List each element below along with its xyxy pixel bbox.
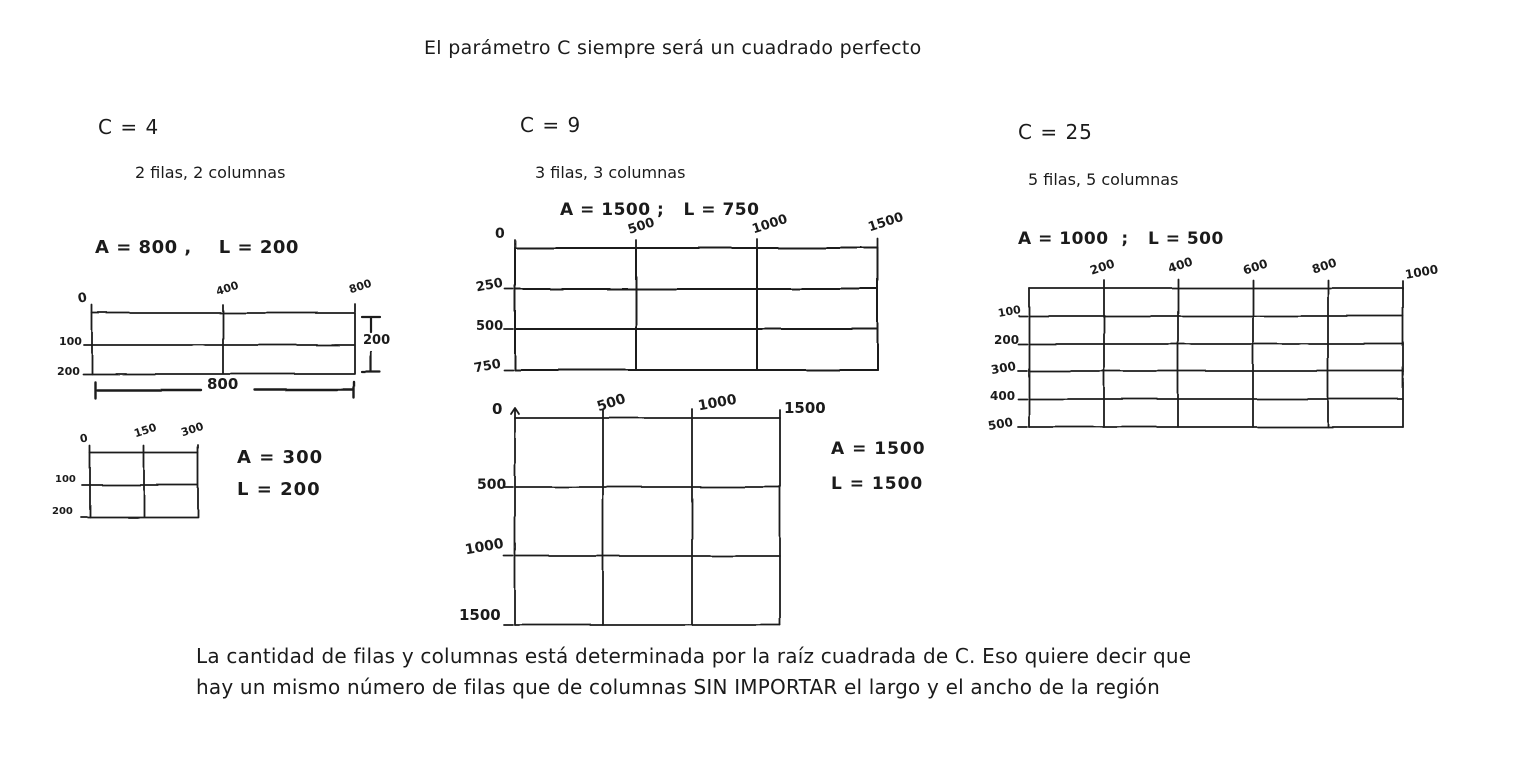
grid-c25 [1018,279,1403,427]
y-tick-label: 1000 [463,535,505,559]
grid-c4-small [81,445,198,517]
section-c4-dimensions: 2 filas, 2 columnas [135,163,286,182]
x-tick-label: 0 [492,400,503,418]
footer-line-1: La cantidad de filas y columnas está determinada por la raíz cuadrada de C. Eso quiere decir que [196,644,1192,668]
y-tick-label: 300 [989,358,1017,378]
x-tick-label: 1500 [866,209,906,236]
page-title: El parámetro C siempre será un cuadrado perfecto [424,37,922,59]
x-tick-label: 1000 [696,391,738,415]
y-tick-label: 500 [477,477,507,493]
section-c9-heading: C = 9 [520,113,582,137]
y-tick-label: 400 [990,389,1016,403]
x-tick-label: 400 [1166,254,1195,276]
y-tick-label: 250 [474,275,505,296]
x-tick-label: 500 [595,390,628,416]
grid-c9-wide [504,239,878,370]
width-dimension-label: 800 [207,375,239,393]
x-tick-label: 200 [1088,256,1117,278]
y-tick-label: 100 [996,303,1022,320]
section-c25-heading: C = 25 [1018,120,1093,144]
x-tick-label: 800 [347,276,374,297]
height-dimension-label: 200 [363,333,391,348]
grid-note: L = 200 [237,479,321,500]
x-tick-label: 800 [1310,255,1339,277]
section-c4-heading: C = 4 [98,115,160,139]
footer-line-2: hay un mismo número de filas que de columnas SIN IMPORTAR el largo y el ancho de la región [196,675,1160,699]
grid-c9-square [504,408,780,625]
y-tick-label: 200 [57,365,80,378]
x-tick-label: 1500 [784,399,826,417]
x-tick-label: 150 [132,420,159,441]
grid-note: A = 300 [237,447,324,468]
y-tick-label: 100 [59,335,82,348]
x-tick-label: 400 [214,278,241,299]
y-tick-label: 100 [55,474,76,485]
section-c9-dimensions: 3 filas, 3 columnas [535,163,686,182]
y-tick-label: 500 [476,319,504,334]
y-tick-label: 500 [986,414,1014,434]
y-tick-label: 1500 [459,606,501,624]
x-tick-label: 300 [179,419,206,440]
section-c25-dimensions: 5 filas, 5 columnas [1028,170,1179,189]
x-tick-label: 600 [1241,256,1270,278]
y-tick-label: 200 [52,506,73,517]
y-tick-label: 750 [472,356,503,377]
x-tick-label: 1000 [1403,262,1440,282]
x-tick-label: 0 [76,290,89,307]
grid-note: A = 1500 [831,439,926,459]
y-tick-label: 200 [994,333,1020,347]
grid-note: L = 1500 [831,474,924,494]
section-c9-params: A = 1500 ; L = 750 [560,200,760,220]
section-c25-params: A = 1000 ; L = 500 [1018,229,1224,249]
x-tick-label: 0 [78,431,89,446]
section-c4-params: A = 800 , L = 200 [95,237,299,258]
x-tick-label: 500 [626,215,657,238]
x-tick-label: 1000 [750,211,790,238]
x-tick-label: 0 [495,226,505,242]
